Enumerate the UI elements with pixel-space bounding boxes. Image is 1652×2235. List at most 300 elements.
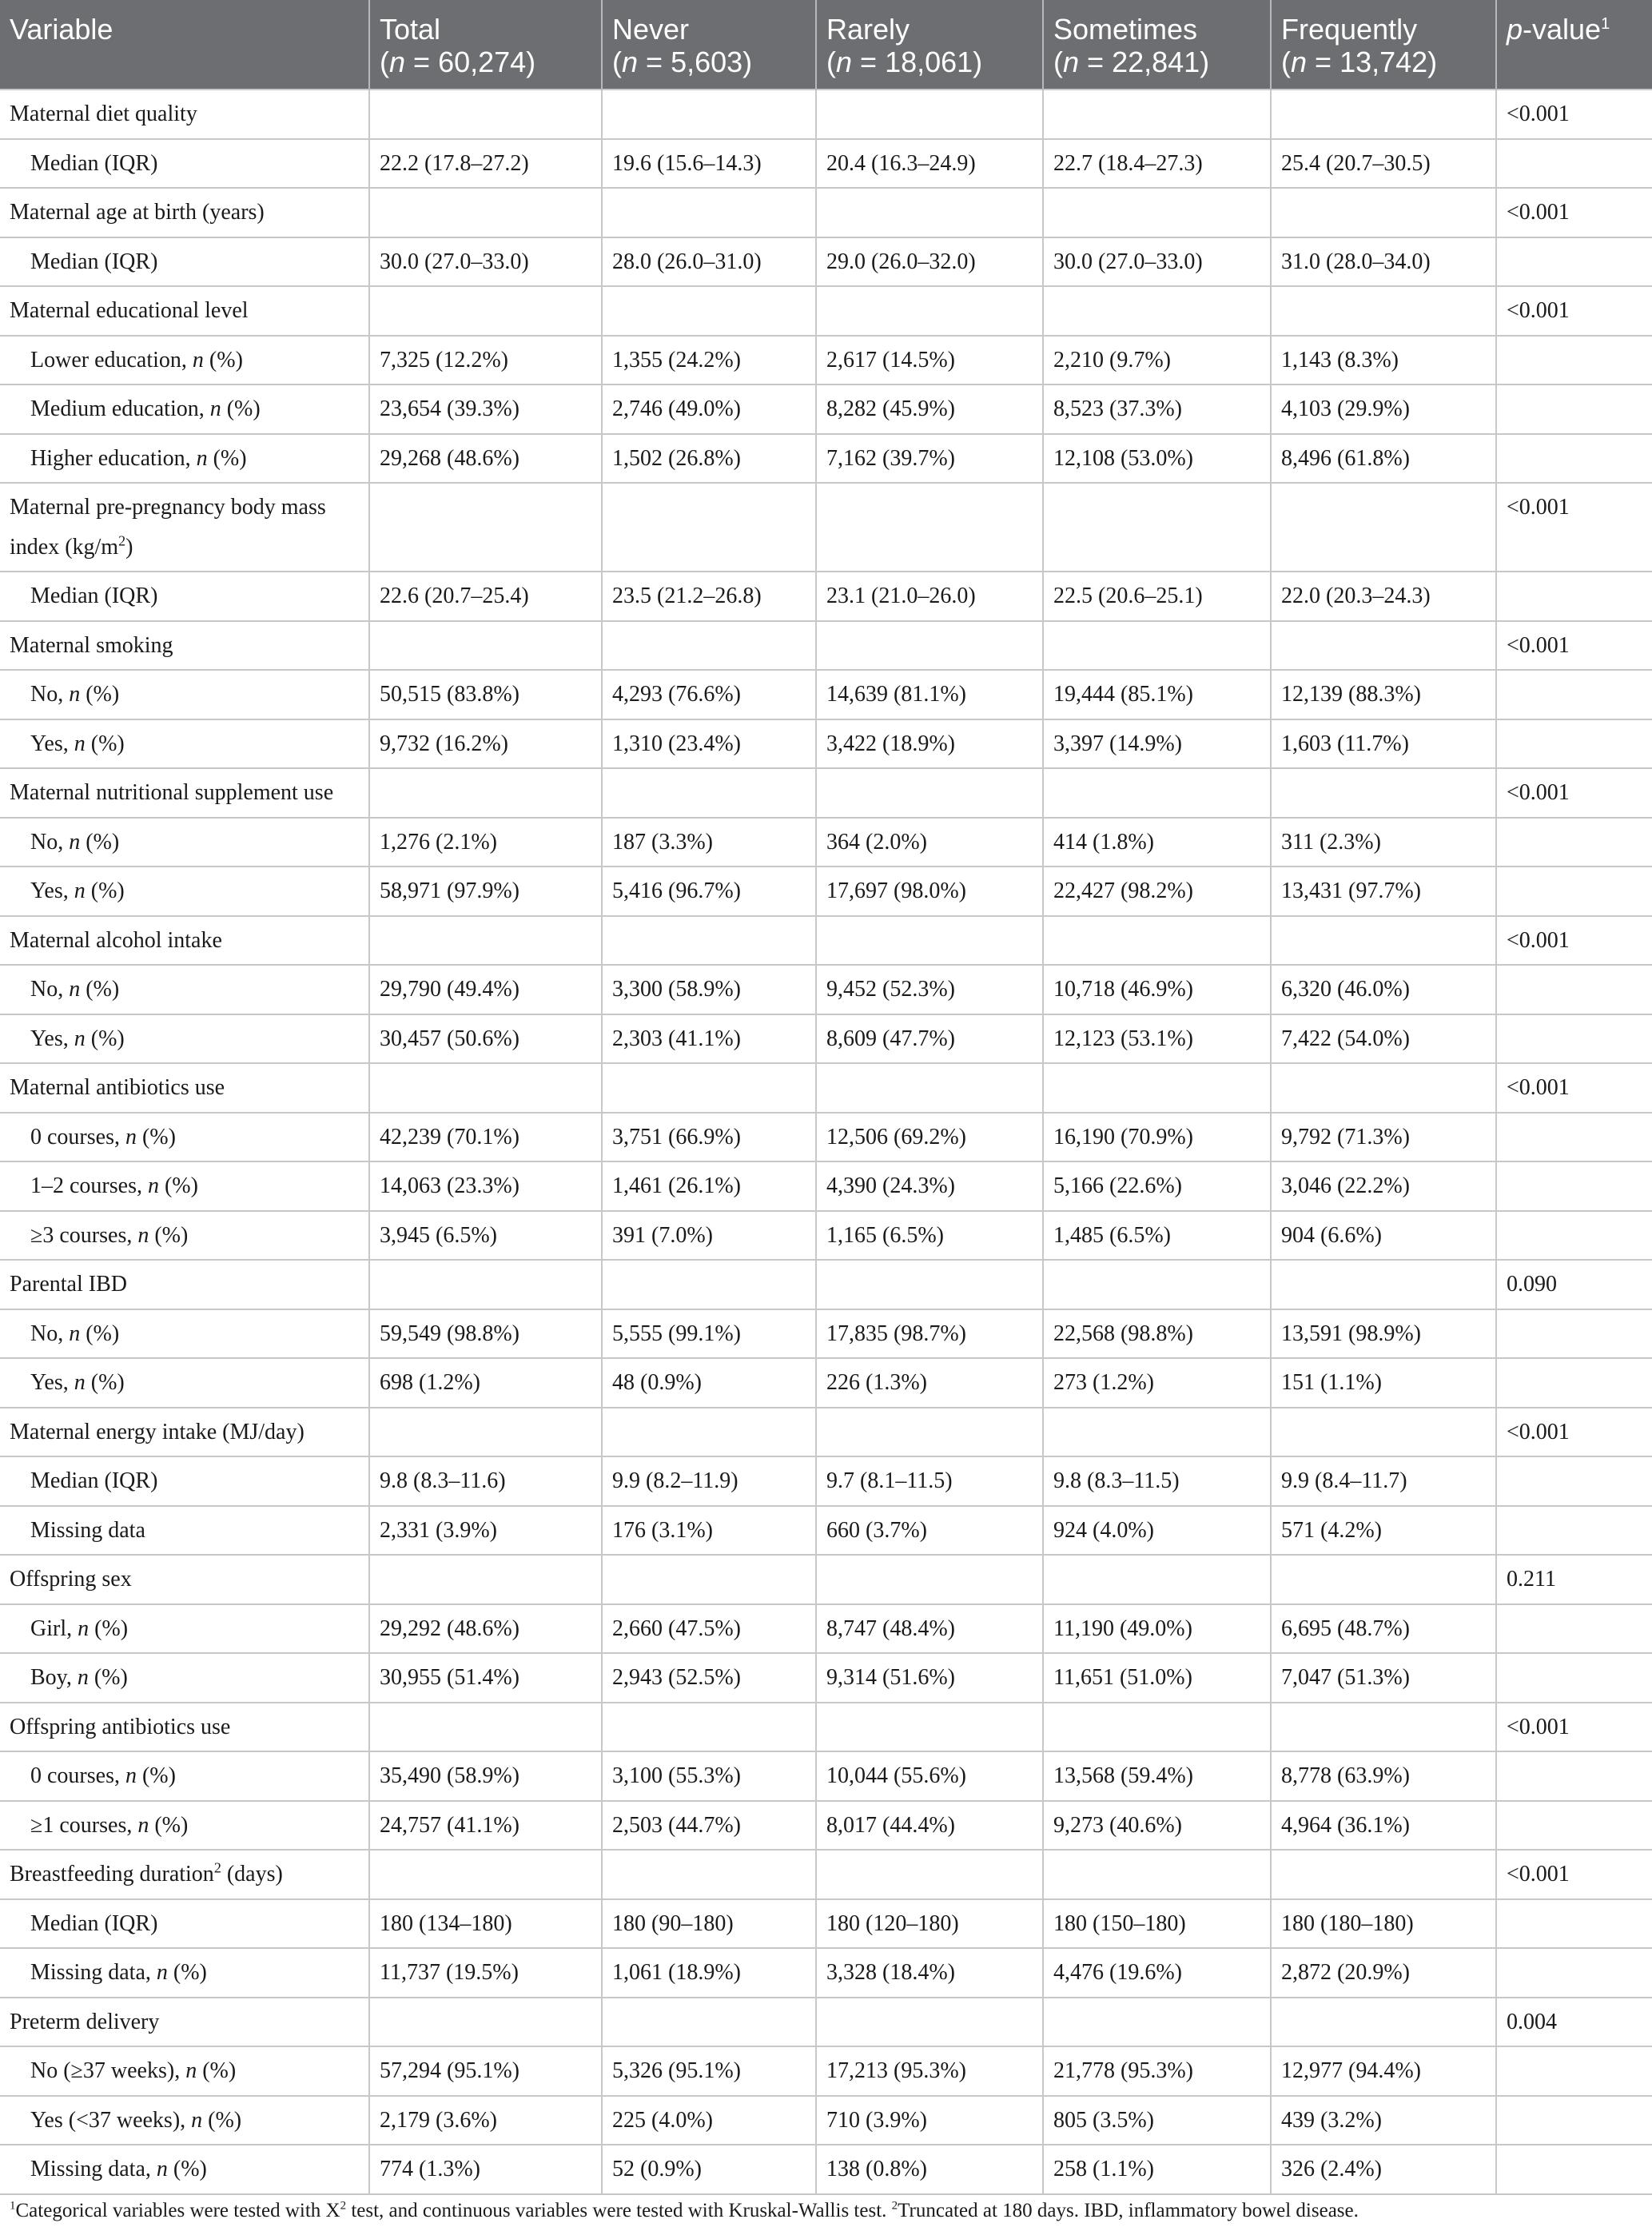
row-label-text: No, [30, 977, 70, 1002]
header-sometimes-n: (n = 22,841) [1053, 46, 1210, 78]
p-value-cell [1496, 965, 1652, 1014]
n-suffix: (%) [149, 1222, 189, 1248]
header-frequently-n: (n = 13,742) [1281, 46, 1438, 78]
value-cell: 3,300 (58.9%) [602, 965, 816, 1014]
row-label-text: Medium education, [30, 396, 210, 421]
value-cell: 4,103 (29.9%) [1271, 384, 1496, 434]
value-cell: 5,166 (22.6%) [1043, 1161, 1271, 1211]
value-cell: 1,502 (26.8%) [602, 434, 816, 484]
value-cell [602, 90, 816, 139]
value-cell: 2,331 (3.9%) [369, 1506, 602, 1556]
table-header [0, 0, 1652, 90]
group-row [0, 768, 1652, 818]
group-label [0, 1555, 369, 1604]
value-cell [816, 1260, 1043, 1309]
n-italic: n [69, 977, 81, 1002]
value-cell [816, 90, 1043, 139]
row-label-text: Maternal nutritional supplement use [10, 780, 334, 805]
p-value-cell: <0.001 [1496, 1408, 1652, 1457]
value-cell: 23.1 (21.0–26.0) [816, 572, 1043, 621]
value-cell: 58,971 (97.9%) [369, 867, 602, 916]
value-cell: 710 (3.9%) [816, 2096, 1043, 2145]
value-cell: 13,568 (59.4%) [1043, 1751, 1271, 1801]
row-label [0, 384, 369, 434]
value-cell: 1,276 (2.1%) [369, 818, 602, 867]
row-label [0, 1604, 369, 1654]
value-cell: 20.4 (16.3–24.9) [816, 139, 1043, 189]
table-row [0, 237, 1652, 287]
value-cell: 4,293 (76.6%) [602, 670, 816, 719]
n-italic: n [209, 396, 221, 421]
group-label [0, 1408, 369, 1457]
row-label [0, 1506, 369, 1556]
p-value-cell [1496, 1751, 1652, 1801]
value-cell [1043, 483, 1271, 572]
value-cell: 30,955 (51.4%) [369, 1653, 602, 1703]
row-label [0, 1899, 369, 1949]
header-never-label: Never [612, 13, 690, 46]
p-value-cell [1496, 2145, 1652, 2194]
value-cell: 1,143 (8.3%) [1271, 336, 1496, 385]
value-cell: 698 (1.2%) [369, 1358, 602, 1408]
table-row [0, 1358, 1652, 1408]
table-body [0, 90, 1652, 2194]
value-cell: 2,746 (49.0%) [602, 384, 816, 434]
table-row [0, 2145, 1652, 2194]
row-label-text: Median (IQR) [30, 1468, 158, 1493]
row-label-text: Missing data, [30, 1960, 157, 1985]
value-cell: 13,591 (98.9%) [1271, 1309, 1496, 1359]
n-italic: n [74, 1026, 86, 1051]
n-italic: n [156, 2157, 168, 2181]
value-cell [602, 1408, 816, 1457]
row-label-text: Maternal pre-pregnancy body mass index (kg/m [10, 495, 326, 560]
value-cell: 35,490 (58.9%) [369, 1751, 602, 1801]
p-value-cell: 0.211 [1496, 1555, 1652, 1604]
p-value-cell [1496, 1948, 1652, 1998]
value-cell [369, 1260, 602, 1309]
n-suffix: (%) [149, 1812, 189, 1838]
row-label [0, 1161, 369, 1211]
n-italic: n [156, 1960, 168, 1985]
table-row [0, 1506, 1652, 1556]
value-cell: 2,943 (52.5%) [602, 1653, 816, 1703]
n-suffix: (%) [197, 2058, 237, 2083]
n-italic: n [185, 2058, 197, 2083]
row-label [0, 1653, 369, 1703]
row-label-text: No, [30, 682, 70, 707]
p-value-cell [1496, 719, 1652, 769]
value-cell: 8,017 (44.4%) [816, 1801, 1043, 1851]
row-label-text: Breastfeeding duration [10, 1862, 214, 1886]
value-cell: 571 (4.2%) [1271, 1506, 1496, 1556]
value-cell: 30,457 (50.6%) [369, 1014, 602, 1064]
value-cell: 326 (2.4%) [1271, 2145, 1496, 2194]
value-cell: 21,778 (95.3%) [1043, 2046, 1271, 2096]
row-label-text: Offspring sex [10, 1567, 132, 1592]
value-cell: 6,320 (46.0%) [1271, 965, 1496, 1014]
value-cell: 17,835 (98.7%) [816, 1309, 1043, 1359]
p-value-cell [1496, 1899, 1652, 1949]
group-row [0, 286, 1652, 336]
value-cell: 30.0 (27.0–33.0) [369, 237, 602, 287]
value-cell: 7,162 (39.7%) [816, 434, 1043, 484]
value-cell: 23.5 (21.2–26.8) [602, 572, 816, 621]
p-value-cell: <0.001 [1496, 1063, 1652, 1113]
value-cell: 57,294 (95.1%) [369, 2046, 602, 2096]
value-cell [1271, 188, 1496, 237]
value-cell: 3,945 (6.5%) [369, 1211, 602, 1261]
n-suffix: (%) [207, 445, 247, 471]
p-value-cell [1496, 237, 1652, 287]
value-cell: 1,310 (23.4%) [602, 719, 816, 769]
header-total-label: Total [380, 13, 441, 46]
value-cell: 180 (180–180) [1271, 1899, 1496, 1949]
row-label-text: ≥3 courses, [30, 1222, 138, 1248]
value-cell [369, 1703, 602, 1752]
table-row [0, 2046, 1652, 2096]
value-cell: 22.2 (17.8–27.2) [369, 139, 602, 189]
p-value-cell [1496, 1113, 1652, 1162]
n-suffix: (%) [203, 347, 243, 372]
row-label [0, 434, 369, 484]
p-value-cell: <0.001 [1496, 916, 1652, 966]
n-italic: n [125, 1124, 137, 1149]
table-row [0, 1161, 1652, 1211]
value-cell: 3,422 (18.9%) [816, 719, 1043, 769]
value-cell: 9.8 (8.3–11.6) [369, 1456, 602, 1506]
n-suffix: (%) [136, 1763, 176, 1788]
p-value-cell: <0.001 [1496, 1703, 1652, 1752]
row-label-text: Maternal energy intake (MJ/day) [10, 1419, 305, 1444]
value-cell: 5,555 (99.1%) [602, 1309, 816, 1359]
n-italic: n [191, 2107, 203, 2133]
row-label-text: 0 courses, [30, 1124, 125, 1149]
value-cell [369, 1850, 602, 1899]
group-row [0, 1260, 1652, 1309]
row-label [0, 2046, 369, 2096]
value-cell [369, 1063, 602, 1113]
value-cell: 180 (150–180) [1043, 1899, 1271, 1949]
p-value-cell [1496, 139, 1652, 189]
value-cell: 5,416 (96.7%) [602, 867, 816, 916]
value-cell [369, 483, 602, 572]
value-cell [1271, 1850, 1496, 1899]
row-label-text: Median (IQR) [30, 150, 158, 176]
value-cell: 29,268 (48.6%) [369, 434, 602, 484]
value-cell: 19.6 (15.6–14.3) [602, 139, 816, 189]
value-cell: 2,179 (3.6%) [369, 2096, 602, 2145]
value-cell [602, 188, 816, 237]
row-label [0, 965, 369, 1014]
value-cell: 414 (1.8%) [1043, 818, 1271, 867]
n-italic: n [69, 829, 81, 855]
p-value-cell: 0.004 [1496, 1998, 1652, 2047]
row-label-text: Boy, [30, 1665, 78, 1690]
value-cell [1271, 1555, 1496, 1604]
value-cell: 311 (2.3%) [1271, 818, 1496, 867]
value-cell: 30.0 (27.0–33.0) [1043, 237, 1271, 287]
value-cell: 23,654 (39.3%) [369, 384, 602, 434]
n-suffix: (%) [80, 829, 120, 855]
value-cell: 7,325 (12.2%) [369, 336, 602, 385]
value-cell [1271, 1408, 1496, 1457]
header-variable [0, 0, 369, 90]
value-cell: 29,292 (48.6%) [369, 1604, 602, 1654]
table-row [0, 139, 1652, 189]
value-cell [1271, 916, 1496, 966]
value-cell: 12,506 (69.2%) [816, 1113, 1043, 1162]
value-cell [369, 768, 602, 818]
value-cell: 7,047 (51.3%) [1271, 1653, 1496, 1703]
table-row [0, 1653, 1652, 1703]
n-suffix: (%) [167, 1960, 207, 1985]
value-cell: 8,282 (45.9%) [816, 384, 1043, 434]
value-cell: 9.9 (8.4–11.7) [1271, 1456, 1496, 1506]
row-label-text: No, [30, 829, 70, 855]
table-row [0, 336, 1652, 385]
value-cell: 25.4 (20.7–30.5) [1271, 139, 1496, 189]
n-suffix: (%) [202, 2107, 242, 2133]
group-row [0, 916, 1652, 966]
table-row [0, 719, 1652, 769]
value-cell: 8,609 (47.7%) [816, 1014, 1043, 1064]
n-suffix: (%) [89, 1615, 129, 1641]
value-cell: 1,461 (26.1%) [602, 1161, 816, 1211]
value-cell: 9.9 (8.2–11.9) [602, 1456, 816, 1506]
row-label [0, 1801, 369, 1851]
value-cell: 4,390 (24.3%) [816, 1161, 1043, 1211]
value-cell [1043, 1063, 1271, 1113]
row-label [0, 1211, 369, 1261]
value-cell: 31.0 (28.0–34.0) [1271, 237, 1496, 287]
value-cell: 225 (4.0%) [602, 2096, 816, 2145]
value-cell [602, 1703, 816, 1752]
header-sometimes [1043, 0, 1271, 90]
row-label-text: Lower education, [30, 347, 193, 372]
value-cell: 10,718 (46.9%) [1043, 965, 1271, 1014]
value-cell: 9,732 (16.2%) [369, 719, 602, 769]
value-cell: 11,737 (19.5%) [369, 1948, 602, 1998]
value-cell: 11,190 (49.0%) [1043, 1604, 1271, 1654]
value-cell [602, 1555, 816, 1604]
row-label [0, 1113, 369, 1162]
value-cell: 2,872 (20.9%) [1271, 1948, 1496, 1998]
header-rarely-n: (n = 18,061) [826, 46, 983, 78]
row-label [0, 1309, 369, 1359]
value-cell: 7,422 (54.0%) [1271, 1014, 1496, 1064]
value-cell [816, 188, 1043, 237]
group-label [0, 90, 369, 139]
value-cell [816, 1063, 1043, 1113]
group-label [0, 1998, 369, 2047]
value-cell: 29.0 (26.0–32.0) [816, 237, 1043, 287]
header-p-value: p-value$^1$ [1496, 0, 1652, 90]
row-label-text: Yes, [30, 731, 74, 756]
n-italic: n [69, 1321, 81, 1346]
row-label [0, 2145, 369, 2194]
table-row [0, 2096, 1652, 2145]
value-cell [816, 1703, 1043, 1752]
row-label-text: Median (IQR) [30, 249, 158, 274]
value-cell [1043, 188, 1271, 237]
row-label [0, 867, 369, 916]
p-value-cell: <0.001 [1496, 1850, 1652, 1899]
value-cell: 4,964 (36.1%) [1271, 1801, 1496, 1851]
group-row [0, 483, 1652, 572]
value-cell: 10,044 (55.6%) [816, 1751, 1043, 1801]
group-row [0, 1408, 1652, 1457]
value-cell [1271, 1703, 1496, 1752]
row-label [0, 1948, 369, 1998]
row-label [0, 572, 369, 621]
row-label-text: Maternal age at birth (years) [10, 200, 265, 225]
p-value-cell [1496, 2046, 1652, 2096]
n-italic: n [74, 1370, 86, 1395]
table-row [0, 1113, 1652, 1162]
value-cell [816, 621, 1043, 671]
value-cell: 9,314 (51.6%) [816, 1653, 1043, 1703]
row-label [0, 719, 369, 769]
value-cell [602, 1260, 816, 1309]
value-cell: 391 (7.0%) [602, 1211, 816, 1261]
header-row [0, 0, 1652, 90]
n-italic: n [125, 1763, 137, 1788]
value-cell: 14,639 (81.1%) [816, 670, 1043, 719]
value-cell: 1,165 (6.5%) [816, 1211, 1043, 1261]
n-suffix: (%) [221, 396, 261, 421]
p-value-cell: <0.001 [1496, 188, 1652, 237]
row-label-after: (days) [221, 1862, 283, 1886]
value-cell [602, 1063, 816, 1113]
row-label-text: No, [30, 1321, 70, 1346]
row-label-after: ) [125, 535, 133, 560]
n-suffix: (%) [158, 1173, 198, 1198]
value-cell [1043, 90, 1271, 139]
value-cell [1271, 483, 1496, 572]
header-frequently-label: Frequently [1281, 13, 1418, 46]
header-frequently [1271, 0, 1496, 90]
value-cell: 22,568 (98.8%) [1043, 1309, 1271, 1359]
value-cell [369, 90, 602, 139]
value-cell [816, 483, 1043, 572]
value-cell: 9,452 (52.3%) [816, 965, 1043, 1014]
value-cell: 17,213 (95.3%) [816, 2046, 1043, 2096]
value-cell [816, 916, 1043, 966]
n-italic: n [78, 1615, 90, 1641]
p-value-cell: <0.001 [1496, 286, 1652, 336]
p-value-cell: 0.090 [1496, 1260, 1652, 1309]
value-cell [1043, 621, 1271, 671]
row-label [0, 670, 369, 719]
row-label-text: Maternal educational level [10, 298, 249, 323]
value-cell [1043, 916, 1271, 966]
value-cell [1043, 768, 1271, 818]
group-label [0, 621, 369, 671]
table-row [0, 1801, 1652, 1851]
p-value-cell [1496, 1801, 1652, 1851]
table-row [0, 572, 1652, 621]
row-label [0, 1358, 369, 1408]
header-total [369, 0, 602, 90]
value-cell: 439 (3.2%) [1271, 2096, 1496, 2145]
row-label [0, 336, 369, 385]
table-footnote: $^1$Categorical variables were tested with $X^2$ test, and continuous variables were tested with Kruskal-Wallis test. $^2$Truncated at 180 days. IBD, inflammatory bowel disease. [10, 2199, 1359, 2221]
table-row [0, 1309, 1652, 1359]
value-cell [1043, 1703, 1271, 1752]
value-cell [1271, 286, 1496, 336]
value-cell [369, 286, 602, 336]
value-cell: 180 (90–180) [602, 1899, 816, 1949]
value-cell: 12,977 (94.4%) [1271, 2046, 1496, 2096]
value-cell [1271, 90, 1496, 139]
value-cell: 2,503 (44.7%) [602, 1801, 816, 1851]
row-label-text: Parental IBD [10, 1272, 127, 1297]
value-cell [602, 286, 816, 336]
row-label [0, 2096, 369, 2145]
value-cell: 11,651 (51.0%) [1043, 1653, 1271, 1703]
n-italic: n [192, 347, 204, 372]
n-suffix: (%) [85, 1370, 125, 1395]
value-cell [816, 768, 1043, 818]
value-cell [369, 916, 602, 966]
value-cell: 13,431 (97.7%) [1271, 867, 1496, 916]
group-label [0, 483, 369, 572]
group-row [0, 188, 1652, 237]
group-label [0, 1850, 369, 1899]
n-italic: n [147, 1173, 159, 1198]
group-label [0, 1703, 369, 1752]
row-label-text: Offspring antibiotics use [10, 1714, 231, 1739]
value-cell: 3,751 (66.9%) [602, 1113, 816, 1162]
row-label [0, 818, 369, 867]
value-cell [1271, 1063, 1496, 1113]
p-value-cell [1496, 434, 1652, 484]
value-cell [1043, 1260, 1271, 1309]
table-row [0, 1604, 1652, 1654]
value-cell: 4,476 (19.6%) [1043, 1948, 1271, 1998]
row-label-text: Maternal antibiotics use [10, 1075, 225, 1100]
value-cell: 187 (3.3%) [602, 818, 816, 867]
row-label-sup: 2 [118, 532, 126, 549]
value-cell: 138 (0.8%) [816, 2145, 1043, 2194]
value-cell: 24,757 (41.1%) [369, 1801, 602, 1851]
header-never-n: (n = 5,603) [612, 46, 753, 78]
group-label [0, 1063, 369, 1113]
table-row [0, 670, 1652, 719]
group-row [0, 1703, 1652, 1752]
group-row [0, 1998, 1652, 2047]
n-italic: n [69, 682, 81, 707]
table-row [0, 965, 1652, 1014]
p-value-cell [1496, 572, 1652, 621]
value-cell: 176 (3.1%) [602, 1506, 816, 1556]
value-cell: 2,210 (9.7%) [1043, 336, 1271, 385]
table-row [0, 867, 1652, 916]
table-row [0, 1948, 1652, 1998]
value-cell: 9,273 (40.6%) [1043, 1801, 1271, 1851]
value-cell: 8,496 (61.8%) [1271, 434, 1496, 484]
row-label-text: Median (IQR) [30, 1910, 158, 1936]
p-value-cell [1496, 1014, 1652, 1064]
value-cell: 12,139 (88.3%) [1271, 670, 1496, 719]
value-cell [602, 483, 816, 572]
value-cell [602, 621, 816, 671]
value-cell: 22,427 (98.2%) [1043, 867, 1271, 916]
value-cell: 48 (0.9%) [602, 1358, 816, 1408]
group-label [0, 916, 369, 966]
value-cell: 19,444 (85.1%) [1043, 670, 1271, 719]
